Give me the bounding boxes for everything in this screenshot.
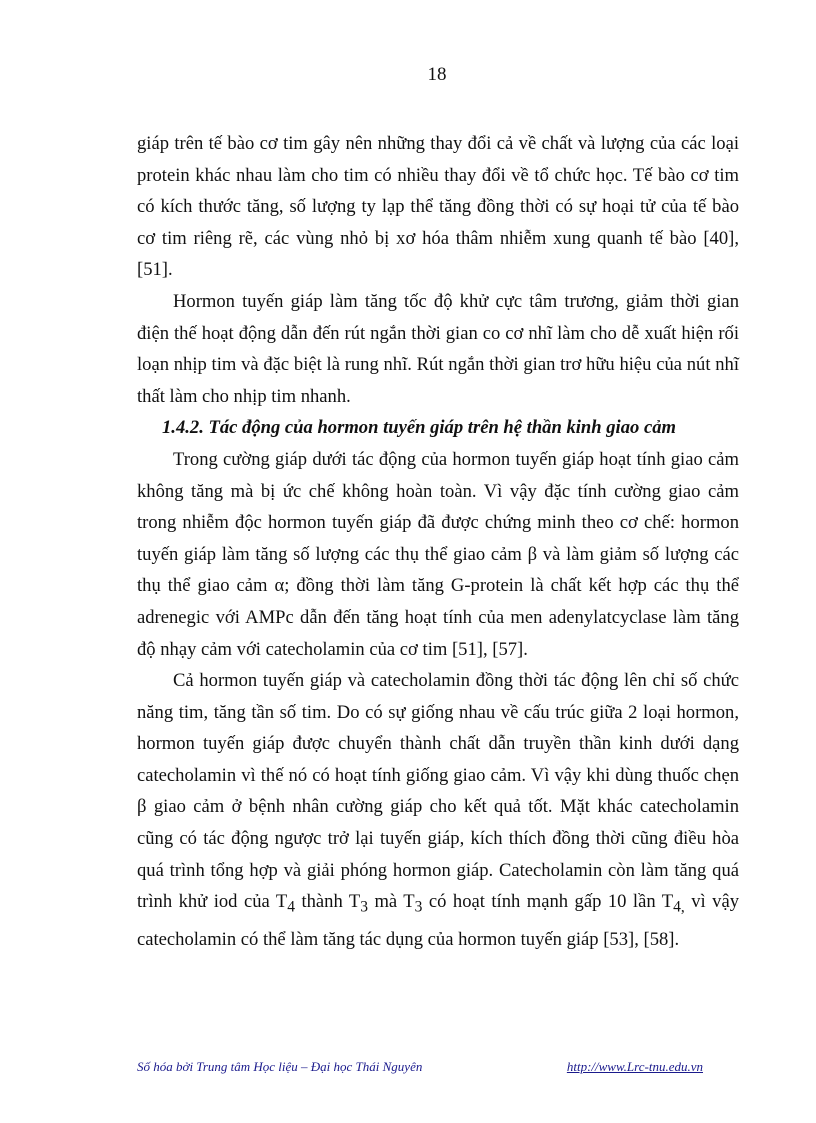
section-heading: 1.4.2. Tác động của hormon tuyến giáp trên hệ thần kinh giao cảm: [162, 417, 676, 439]
text-segment: vì vậy catecholamin có thể làm tăng tác dụng của hormon tuyến giáp [53], [58].: [137, 891, 739, 950]
paragraph: giáp trên tế bào cơ tim gây nên những thay đổi cả về chất và lượng của các loại protein khác nhau làm cho tim có nhiều thay đổi về tổ chức học. Tế bào cơ tim có kích thước tăng, số lượng ty lạp thể tăng đồng thời có sự hoại tử của tế bào cơ tim riêng rẽ, các vùng nhỏ bị xơ hóa thâm nhiễm xung quanh tế bào [40], [51].: [137, 133, 739, 281]
text-segment: mà T: [368, 891, 415, 913]
paragraph: [137, 665, 739, 955]
paragraph: Trong cường giáp dưới tác động của hormon tuyến giáp hoạt tính giao cảm không tăng mà bị ức chế không hoàn toàn. Vì vậy đặc tính cường giao cảm trong nhiễm độc hormon tuyến giáp đã được chứng minh theo cơ chế: hormon tuyến giáp làm tăng số lượng các thụ thể giao cảm β và làm giảm số lượng các thụ thể giao cảm α; đồng thời làm tăng G-protein là chất kết hợp các thụ thể adrenegic với AMPc dẫn đến tăng hoạt tính của men adenylatcyclase làm tăng độ nhạy cảm với catecholamin của cơ tim [51], [57].: [137, 448, 739, 660]
paragraph: Hormon tuyến giáp làm tăng tốc độ khử cực tâm trương, giảm thời gian điện thế hoạt động dẫn đến rút ngắn thời gian co cơ nhĩ làm cho dễ xuất hiện rối loạn nhịp tim và đặc biệt là rung nhĩ. Rút ngắn thời gian trơ hữu hiệu của nút nhĩ thất làm cho nhịp tim nhanh.: [137, 290, 739, 407]
text-segment: thành T: [294, 891, 361, 913]
subscript: 4,: [673, 898, 685, 916]
subscript: 3: [414, 898, 423, 916]
document-body: [137, 128, 739, 955]
page-number: 18: [427, 64, 447, 85]
text-segment: Cả hormon tuyến giáp và catecholamin đồng thời tác động lên chỉ số chức năng tim, tăng tần số tim. Do có sự giống nhau về cấu trúc giữa 2 loại hormon, hormon tuyến giáp được chuyển thành chất dẫn truyền thần kinh dưới dạng catecholamin vì thế nó có hoạt tính giống giao cảm. Vì vậy khi dùng thuốc chẹn β giao cảm ở bệnh nhân cường giáp cho kết quả tốt. Mặt khác catecholamin cũng có tác động ngược trở lại tuyến giáp, kích thích đồng thời cũng điều hòa quá trình tổng hợp và giải phóng hormon giáp. Catecholamin còn làm tăng quá trình khử iod của T: [137, 670, 739, 913]
footer-link[interactable]: http://www.Lrc-tnu.edu.vn: [566, 1059, 703, 1074]
text-segment: có hoạt tính mạnh gấp 10 lần T: [422, 891, 674, 913]
subscript: 3: [360, 898, 368, 916]
footer-source: Số hóa bởi Trung tâm Học liệu – Đại học Thái Nguyên: [137, 1059, 423, 1074]
subscript: 4: [287, 898, 295, 916]
